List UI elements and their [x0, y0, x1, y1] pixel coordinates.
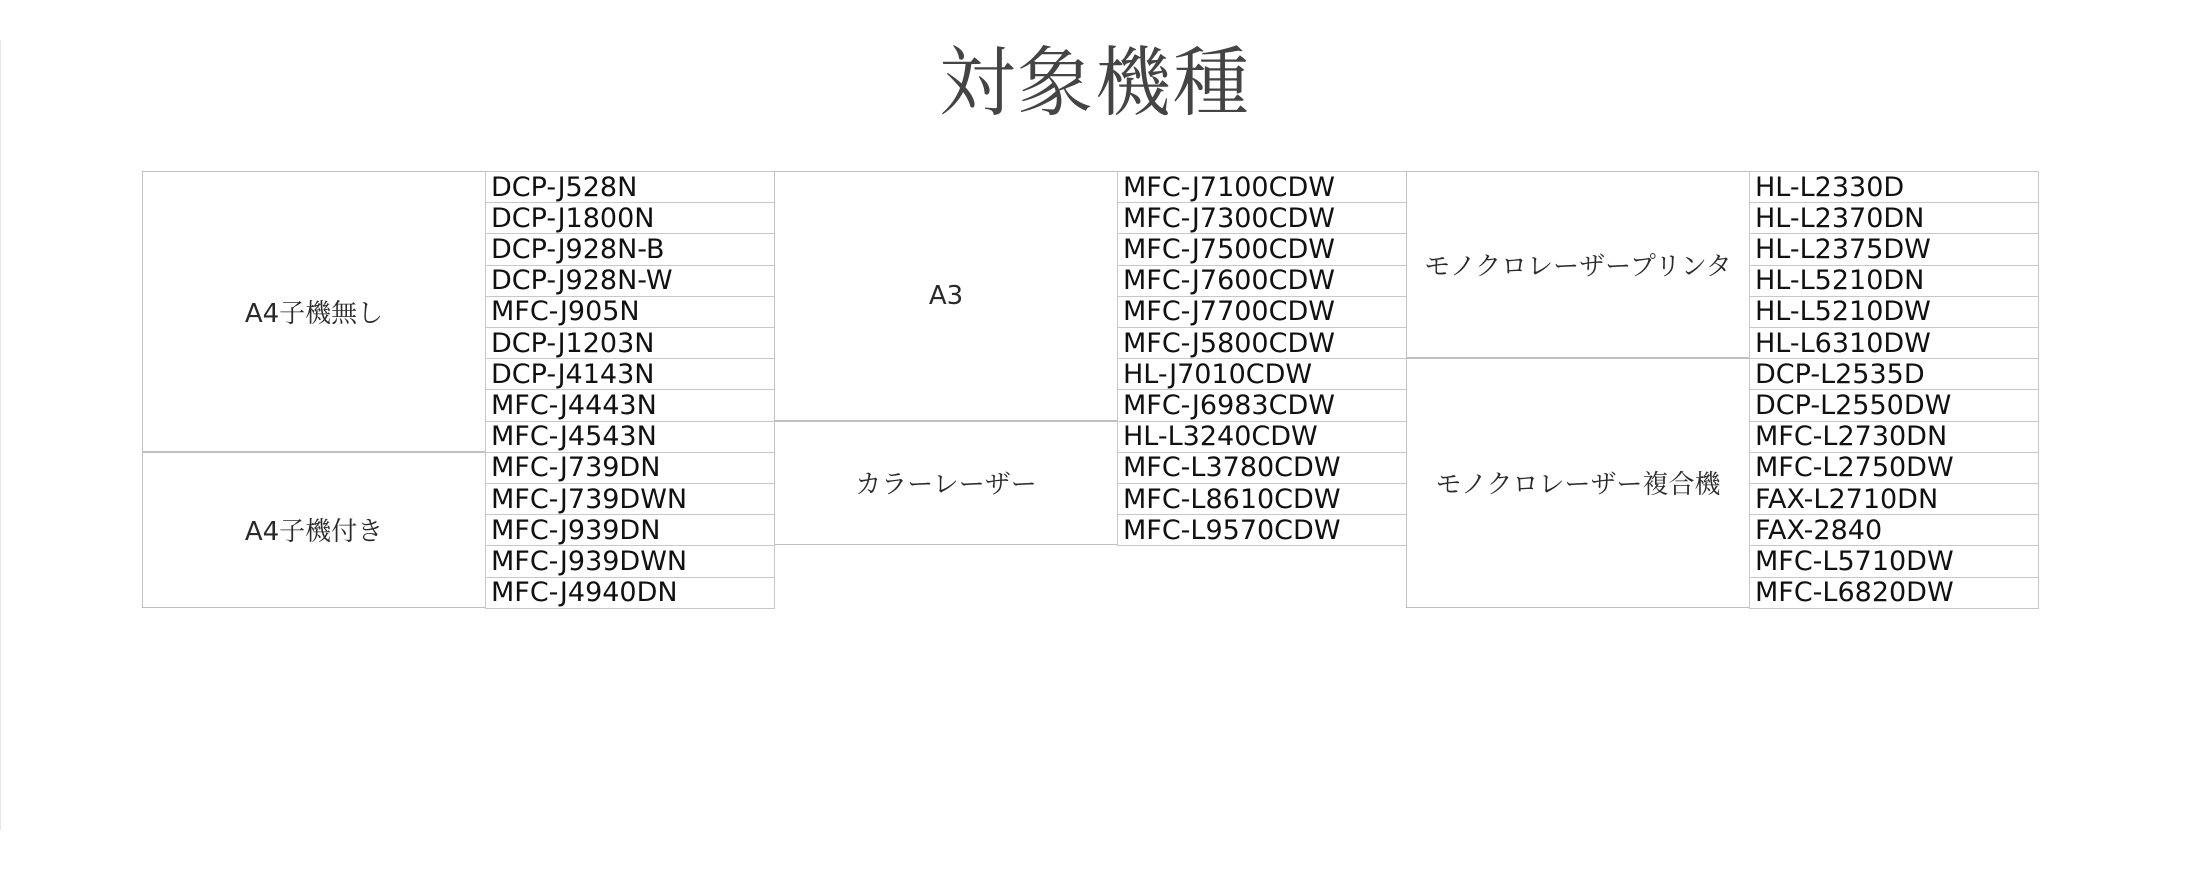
- model-cell-mfc-j5800cdw: MFC-J5800CDW: [1117, 327, 1407, 359]
- model-cell-mfc-l3780cdw: MFC-L3780CDW: [1117, 452, 1407, 484]
- model-cell-hl-l2330d: HL-L2330D: [1749, 171, 2039, 203]
- model-cell-dcp-j1203n: DCP-J1203N: [485, 327, 775, 359]
- model-cell-hl-l2370dn: HL-L2370DN: [1749, 202, 2039, 234]
- left-edge-divider: [0, 40, 1, 830]
- model-cell-dcp-l2535d: DCP-L2535D: [1749, 358, 2039, 390]
- model-cell-mfc-j739dn: MFC-J739DN: [485, 452, 775, 484]
- model-cell-dcp-l2550dw: DCP-L2550DW: [1749, 389, 2039, 421]
- model-table-group-1: [142, 171, 776, 795]
- model-cell-dcp-j928n-w: DCP-J928N-W: [485, 265, 775, 297]
- model-cell-hl-l5210dw: HL-L5210DW: [1749, 296, 2039, 328]
- model-cell-mfc-j7100cdw: MFC-J7100CDW: [1117, 171, 1407, 203]
- category-cell: モノクロレーザープリンタ: [1406, 171, 1750, 358]
- model-cell-hl-l5210dn: HL-L5210DN: [1749, 265, 2039, 297]
- model-cell-hl-j7010cdw: HL-J7010CDW: [1117, 358, 1407, 390]
- model-cell-hl-l3240cdw: HL-L3240CDW: [1117, 421, 1407, 453]
- model-cell-mfc-j7700cdw: MFC-J7700CDW: [1117, 296, 1407, 328]
- model-cell-mfc-l9570cdw: MFC-L9570CDW: [1117, 514, 1407, 546]
- model-cell-hl-l6310dw: HL-L6310DW: [1749, 327, 2039, 359]
- page-title: 対象機種: [939, 38, 1251, 127]
- category-cell: A4子機無し: [142, 171, 486, 452]
- model-cell-dcp-j1800n: DCP-J1800N: [485, 202, 775, 234]
- model-table-group-2: [774, 171, 1408, 795]
- category-cell: カラーレーザー: [774, 421, 1118, 546]
- model-cell-hl-l2375dw: HL-L2375DW: [1749, 233, 2039, 265]
- model-cell-mfc-l6820dw: MFC-L6820DW: [1749, 577, 2039, 609]
- model-cell-mfc-j7500cdw: MFC-J7500CDW: [1117, 233, 1407, 265]
- category-cell: A3: [774, 171, 1118, 421]
- model-cell-dcp-j4143n: DCP-J4143N: [485, 358, 775, 390]
- category-cell: A4子機付き: [142, 452, 486, 608]
- model-cell-fax-2840: FAX-2840: [1749, 514, 2039, 546]
- model-cell-mfc-j4443n: MFC-J4443N: [485, 389, 775, 421]
- model-cell-mfc-j939dwn: MFC-J939DWN: [485, 545, 775, 577]
- model-cell-mfc-j739dwn: MFC-J739DWN: [485, 483, 775, 515]
- model-cell-mfc-j905n: MFC-J905N: [485, 296, 775, 328]
- model-table-group-3: [1406, 171, 2040, 795]
- model-cell-mfc-l5710dw: MFC-L5710DW: [1749, 545, 2039, 577]
- model-cell-mfc-l2750dw: MFC-L2750DW: [1749, 452, 2039, 484]
- model-cell-fax-l2710dn: FAX-L2710DN: [1749, 483, 2039, 515]
- model-cell-mfc-j7600cdw: MFC-J7600CDW: [1117, 265, 1407, 297]
- model-cell-mfc-j4940dn: MFC-J4940DN: [485, 577, 775, 609]
- model-cell-mfc-l8610cdw: MFC-L8610CDW: [1117, 483, 1407, 515]
- model-cell-mfc-j4543n: MFC-J4543N: [485, 421, 775, 453]
- model-cell-dcp-j928n-b: DCP-J928N-B: [485, 233, 775, 265]
- model-cell-dcp-j528n: DCP-J528N: [485, 171, 775, 203]
- model-cell-mfc-j939dn: MFC-J939DN: [485, 514, 775, 546]
- model-cell-mfc-j6983cdw: MFC-J6983CDW: [1117, 389, 1407, 421]
- model-cell-mfc-l2730dn: MFC-L2730DN: [1749, 421, 2039, 453]
- model-cell-mfc-j7300cdw: MFC-J7300CDW: [1117, 202, 1407, 234]
- category-cell: モノクロレーザー複合機: [1406, 358, 1750, 608]
